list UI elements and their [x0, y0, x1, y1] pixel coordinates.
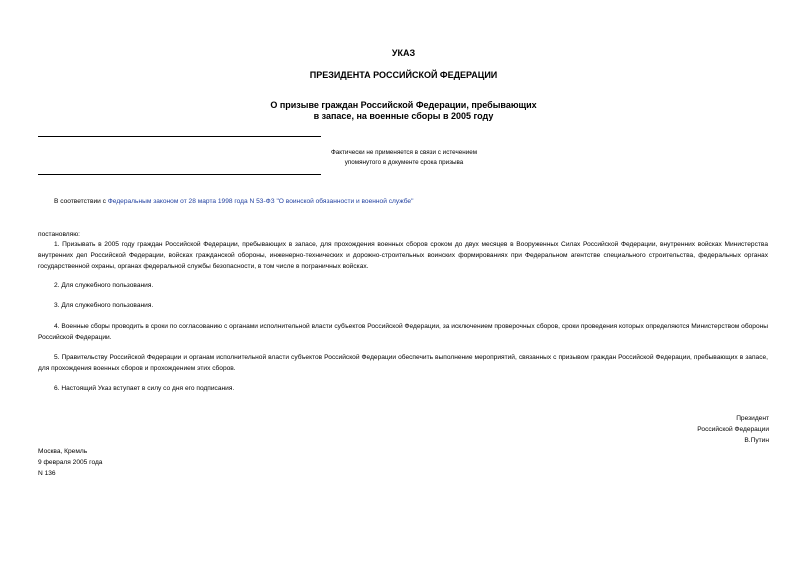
document-name-line1: О призыве граждан Российской Федерации, пребывающих	[270, 100, 537, 110]
place-line: Москва, Кремль	[38, 448, 88, 455]
preamble-prefix: В соответствии с	[54, 198, 108, 205]
paragraph-2: 2. Для служебного пользования.	[54, 282, 154, 289]
status-note-line2: упомянутого в документе срока призыва	[344, 159, 464, 166]
document-title: УКАЗ	[391, 48, 416, 58]
paragraph-6: 6. Настоящий Указ вступает в силу со дня его подписания.	[54, 385, 235, 392]
preamble	[38, 196, 768, 207]
status-note	[314, 148, 494, 168]
place-date-block	[38, 446, 102, 479]
signature-line2: Российской Федерации	[697, 426, 769, 433]
document-name-line2: в запасе, на военные сборы в 2005 году	[313, 111, 494, 121]
bottom-divider	[38, 174, 321, 175]
document-subtitle: ПРЕЗИДЕНТА РОССИЙСКОЙ ФЕДЕРАЦИИ	[309, 70, 498, 80]
paragraph-1: 1. Призывать в 2005 году граждан Российской Федерации, пребывающих в запасе, для прохождения военных сборов сроком до двух месяцев в Вооруженных Силах Российской Федерации, внутренних войсках Министерства внутренних дел Российской Федерации, войсках гражданской обороны, инженерно-технических и дорожно-строительных воинских формированиях при Федеральном агентстве специального строительства, федеральных органах государственной охраны, органах федеральной службы безопасности, в том числе в пограничных войсках.	[38, 241, 768, 270]
signature-line3: В.Путин	[744, 437, 769, 444]
law-link[interactable]: Федеральным законом от 28 марта 1998 года N 53-ФЗ "О воинской обязанности и военной службе"	[107, 198, 414, 205]
date-line: 9 февраля 2005 года	[38, 459, 103, 466]
top-divider	[38, 136, 321, 137]
number-line: N 136	[38, 470, 56, 477]
paragraph-3: 3. Для служебного пользования.	[54, 302, 154, 309]
document-name	[0, 100, 807, 122]
resolved-label: постановляю:	[38, 231, 81, 238]
status-note-line1: Фактически не применяется в связи с истечением	[330, 149, 478, 156]
signature-block	[697, 413, 769, 446]
signature-line1: Президент	[736, 415, 769, 422]
paragraph-4: 4. Военные сборы проводить в сроки по согласованию с органами исполнительной власти субъектов Российской Федерации, за исключением проверочных сборов, сроки проведения которых определяются Министерством обороны Российской Федерации.	[38, 323, 768, 341]
paragraph-5: 5. Правительству Российской Федерации и органам исполнительной власти субъектов Российской Федерации обеспечить выполнение мероприятий, связанных с призывом граждан Российской Федерации, пребывающих в запасе, для прохождения военных сборов и прохождением этих сборов.	[38, 354, 768, 372]
